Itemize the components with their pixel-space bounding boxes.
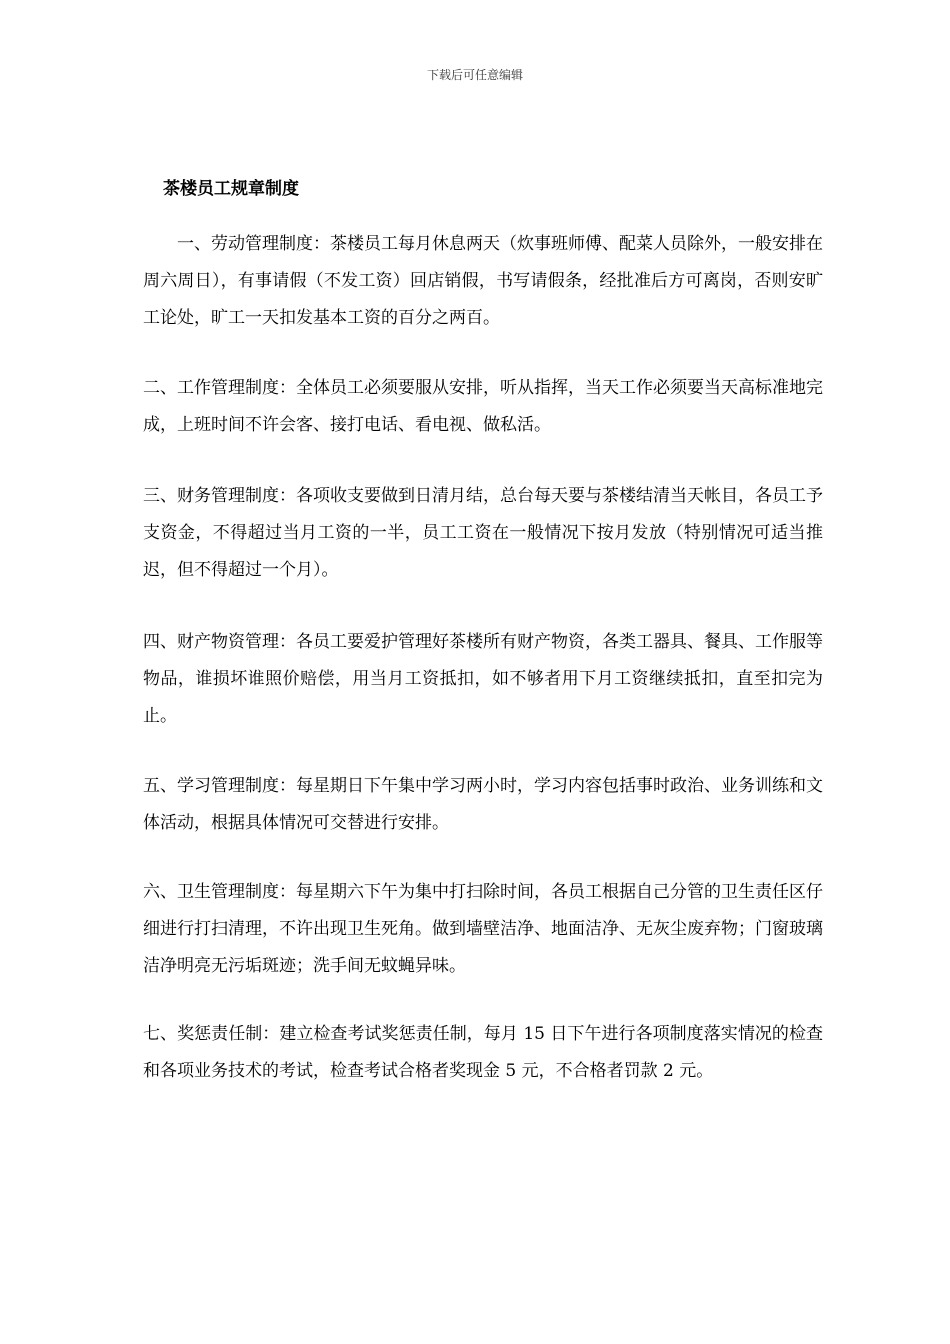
paragraph-text: 四、财产物资管理：各员工要爱护管理好茶楼所有财产物资，各类工器具、餐具、工作服等物品，谁损坏谁照价赔偿，用当月工资抵扣，如不够者用下月工资继续抵扣，直至扣完为止。 <box>143 632 823 726</box>
paragraph-text: 三、财务管理制度：各项收支要做到日清月结，总台每天要与茶楼结清当天帐目，各员工予支资金，不得超过当月工资的一半，员工工资在一般情况下按月发放（特别情况可适当推迟，但不得超过一个月）。 <box>143 486 823 580</box>
paragraph-labor-management <box>143 226 823 337</box>
paragraph-hygiene-management <box>143 874 823 985</box>
paragraph-study-management <box>143 768 823 842</box>
paragraph-text: 二、工作管理制度：全体员工必须要服从安排，听从指挥，当天工作必须要当天高标准地完成，上班时间不许会客、接打电话、看电视、做私活。 <box>143 378 823 435</box>
paragraph-property-management <box>143 624 823 735</box>
document-title: 茶楼员工规章制度 <box>163 179 299 199</box>
paragraph-text: 五、学习管理制度：每星期日下午集中学习两小时，学习内容包括事时政治、业务训练和文体活动，根据具体情况可交替进行安排。 <box>143 776 823 833</box>
header-note: 下载后可任意编辑 <box>426 68 523 82</box>
paragraph-finance-management <box>143 478 823 589</box>
paragraph-text: 一、劳动管理制度：茶楼员工每月休息两天（炊事班师傅、配菜人员除外，一般安排在周六周日），有事请假（不发工资）回店销假，书写请假条，经批准后方可离岗，否则安旷工论处，旷工一天扣发基本工资的百分之两百。 <box>143 234 823 328</box>
paragraph-work-management <box>143 370 823 444</box>
paragraph-text: 六、卫生管理制度：每星期六下午为集中打扫除时间，各员工根据自己分管的卫生责任区仔细进行打扫清理，不许出现卫生死角。做到墙壁洁净、地面洁净、无灰尘废弃物；门窗玻璃洁净明亮无污垢斑迹；洗手间无蚊蝇异味。 <box>143 882 823 976</box>
paragraph-reward-penalty <box>143 1016 823 1090</box>
paragraph-text: 七、奖惩责任制：建立检查考试奖惩责任制，每月 15 日下午进行各项制度落实情况的检查和各项业务技术的考试，检查考试合格者奖现金 5 元，不合格者罚款 2 元。 <box>143 1024 823 1081</box>
